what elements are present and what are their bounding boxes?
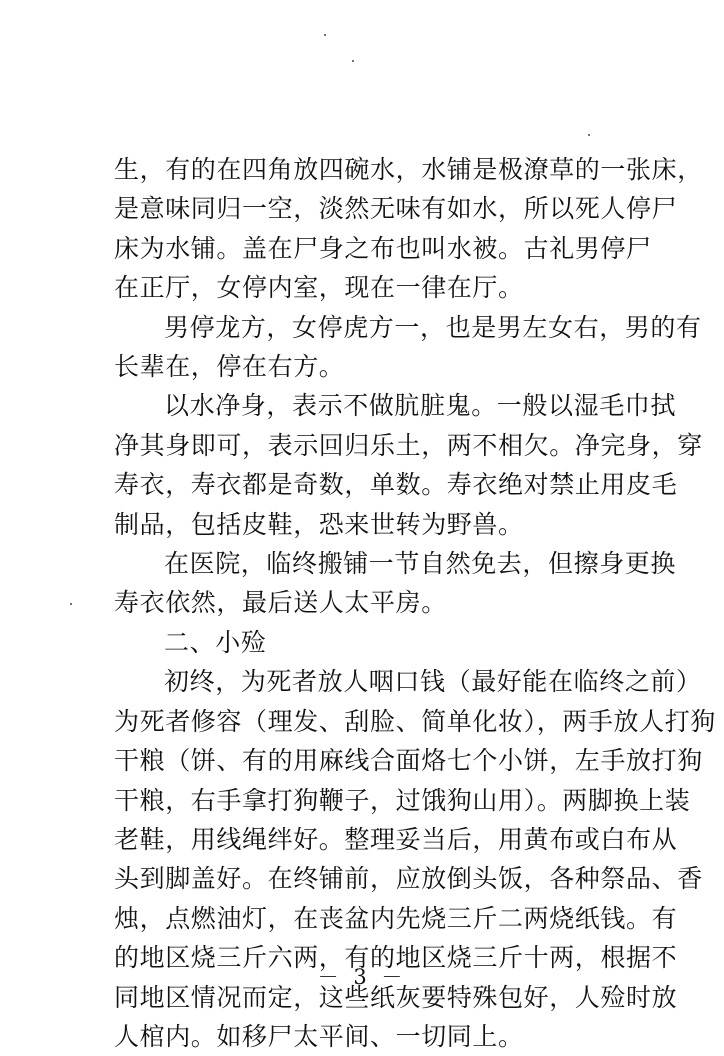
text-line: 生，有的在四角放四碗水，水铺是极潦草的一张床， (114, 155, 703, 184)
text-line: 头到脚盖好。在终铺前，应放倒头饭，各种祭品、香 (114, 864, 703, 894)
scan-speck (324, 34, 326, 36)
text-line: 同地区情况而定，这些纸灰要特殊包好，人殓时放 (114, 982, 678, 1012)
scan-speck (70, 603, 72, 605)
scan-speck (588, 134, 590, 136)
text-line: 人棺内。如移尸太平间、一切同上。 (114, 1021, 524, 1051)
scan-speck (352, 60, 354, 62)
text-line: 干粮（饼、有的用麻线合面烙七个小饼，左手放打狗 (114, 746, 703, 776)
text-line: 长辈在，停在右方。 (114, 352, 345, 382)
text-line: 是意味同归一空，淡然无味有如水，所以死人停尸 (114, 194, 678, 224)
text-line: 干粮，右手拿打狗鞭子，过饿狗山用）。两脚换上装 (114, 785, 691, 815)
text-line: 在正厅，女停内室，现在一律在厅。 (114, 273, 524, 303)
paragraph-first-line: 在医院，临终搬铺一节自然免去，但擦身更换 (164, 549, 677, 579)
paragraph-first-line: 以水净身，表示不做肮脏鬼。一般以湿毛巾拭 (164, 391, 677, 421)
body-text (114, 150, 716, 1056)
text-line: 制品，包括皮鞋，恐来世转为野兽。 (114, 509, 524, 539)
text-line: 为死者修容（理发、刮脸、简单化妆），两手放人打狗 (114, 706, 716, 736)
paragraph-first-line: 初终，为死者放人咽口钱（最好能在临终之前） (164, 667, 702, 697)
text-line: 寿衣，寿衣都是奇数，单数。寿衣绝对禁止用皮毛 (114, 470, 678, 500)
page-number: － 3 － (317, 965, 407, 989)
text-line: 寿衣依然，最后送人太平房。 (114, 588, 447, 618)
text-line: 净其身即可，表示回归乐土，两不相欠。净完身，穿 (114, 430, 703, 460)
text-line: 烛，点燃油灯，在丧盆内先烧三斤二两烧纸钱。有 (114, 903, 678, 933)
text-line: 床为水铺。盖在尸身之布也叫水被。古礼男停尸 (114, 233, 652, 263)
section-heading: 二、小殓 (164, 627, 267, 657)
text-line: 的地区烧三斤六两，有的地区烧三斤十两，根据不 (114, 943, 678, 973)
paragraph-first-line: 男停龙方，女停虎方一，也是男左女右，男的有 (164, 312, 702, 342)
text-line: 老鞋，用线绳绊好。整理妥当后，用黄布或白布从 (114, 824, 678, 854)
